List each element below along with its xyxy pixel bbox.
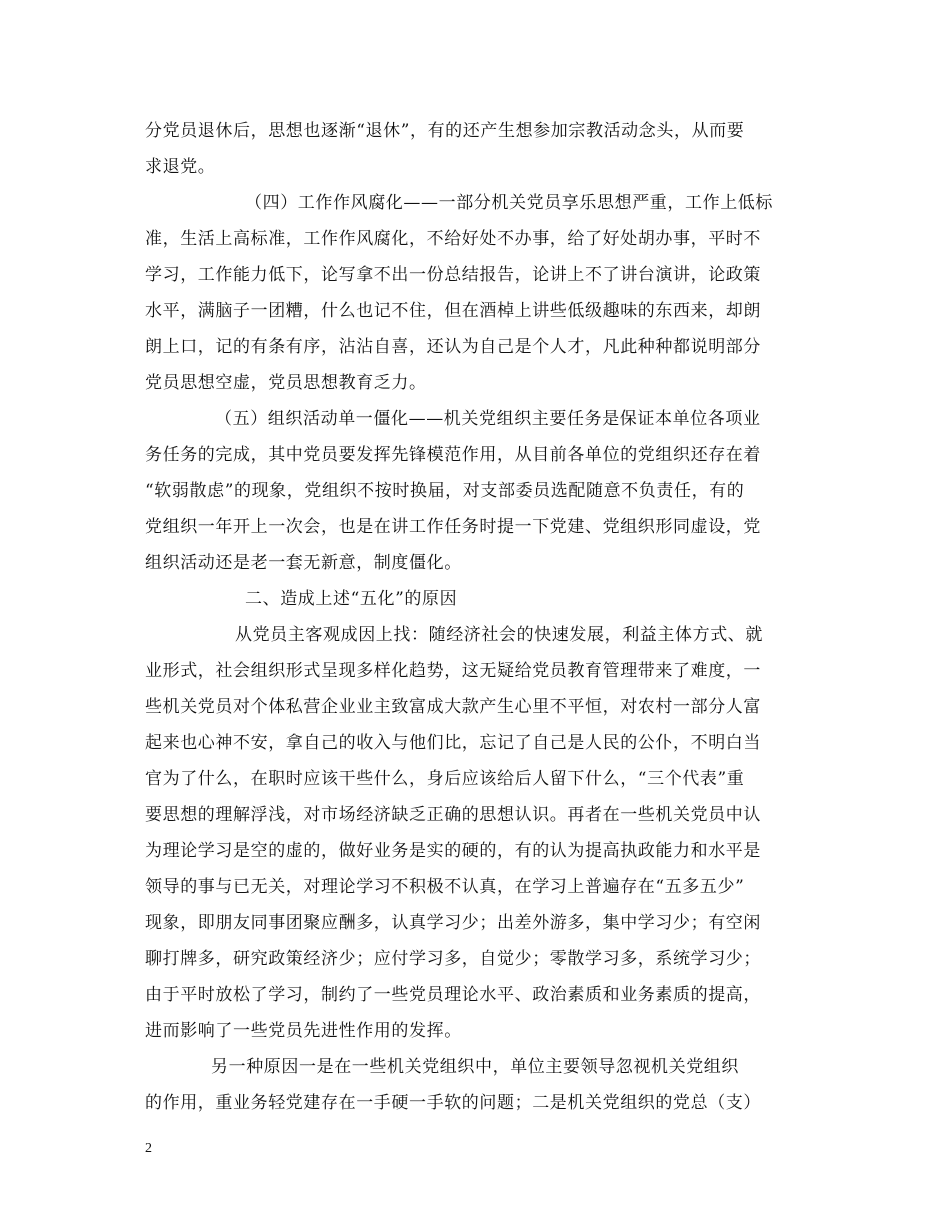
text-line: 些机关党员对个体私营企业业主致富成大款产生心里不平恒，对农村一部分人富	[145, 697, 761, 717]
text-line: 务任务的完成，其中党员要发挥先锋模范作用，从目前各单位的党组织还存在着	[145, 445, 761, 465]
text-line: 准，生活上高标准，工作作风腐化，不给好处不办事，给了好处胡办事，平时不	[145, 229, 761, 249]
text-line: 学习，工作能力低下，论写拿不出一份总结报告，论讲上不了讲台演讲，论政策	[145, 265, 761, 285]
text-line: 的作用，重业务轻党建存在一手硬一手软的问题；二是机关党组织的党总（支）	[145, 1093, 761, 1113]
text-line: 起来也心神不安，拿自己的收入与他们比，忘记了自己是人民的公仆，不明白当	[145, 733, 761, 753]
text-line: 业形式，社会组织形式呈现多样化趋势，这无疑给党员教育管理带来了难度，一	[145, 661, 761, 681]
text-line: 党员思想空虚，党员思想教育乏力。	[145, 373, 427, 393]
text-line: 党组织一年开上一次会，也是在讲工作任务时提一下党建、党组织形同虚设，党	[145, 517, 761, 537]
text-line: 官为了什么，在职时应该干些什么，身后应该给后人留下什么，“三个代表”重	[145, 769, 745, 789]
text-line: 聊打牌多，研究政策经济少；应付学习多，自觉少；零散学习多，系统学习少；	[145, 949, 761, 969]
text-line: 组织活动还是老一套无新意，制度僵化。	[145, 553, 462, 573]
text-line: “软弱散虑”的现象，党组织不按时换届，对支部委员选配随意不负责任，有的	[145, 481, 745, 501]
page-number: 2	[145, 1141, 152, 1156]
text-line: 领导的事与已无关，对理论学习不积极不认真，在学习上普遍存在“五多五少”	[145, 877, 745, 897]
text-line: 由于平时放松了学习，制约了一些党员理论水平、政治素质和业务素质的提高，	[145, 985, 761, 1005]
text-line: 进而影响了一些党员先进性作用的发挥。	[145, 1021, 462, 1041]
paragraph-start-line: 从党员主客观成因上找：随经济社会的快速发展，利益主体方式、就	[235, 625, 763, 645]
section-five-heading-line: （五）组织活动单一僵化——机关党组织主要任务是保证本单位各项业	[215, 409, 761, 429]
section-four-heading-line: （四）工作作风腐化——一部分机关党员享乐思想严重，工作上低标	[245, 193, 773, 213]
text-line: 现象，即朋友同事团聚应酬多，认真学习少；出差外游多，集中学习少；有空闲	[145, 913, 761, 933]
section-heading: 二、造成上述“五化”的原因	[245, 589, 458, 609]
text-line: 要思想的理解浮浅，对市场经济缺乏正确的思想认识。再者在一些机关党员中认	[145, 805, 761, 825]
paragraph-start-line: 另一种原因一是在一些机关党组织中，单位主要领导忽视机关党组织	[211, 1057, 739, 1077]
text-line: 为理论学习是空的虚的，做好业务是实的硬的，有的认为提高执政能力和水平是	[145, 841, 761, 861]
text-line: 水平，满脑子一团糟，什么也记不住，但在酒棹上讲些低级趣味的东西来，却朗	[145, 301, 761, 321]
text-line: 分党员退休后，思想也逐渐“退休”，有的还产生想参加宗教活动念头，从而要	[145, 121, 745, 141]
text-line: 朗上口，记的有条有序，沾沾自喜，还认为自己是个人才，凡此种种都说明部分	[145, 337, 761, 357]
text-line: 求退党。	[145, 157, 216, 177]
